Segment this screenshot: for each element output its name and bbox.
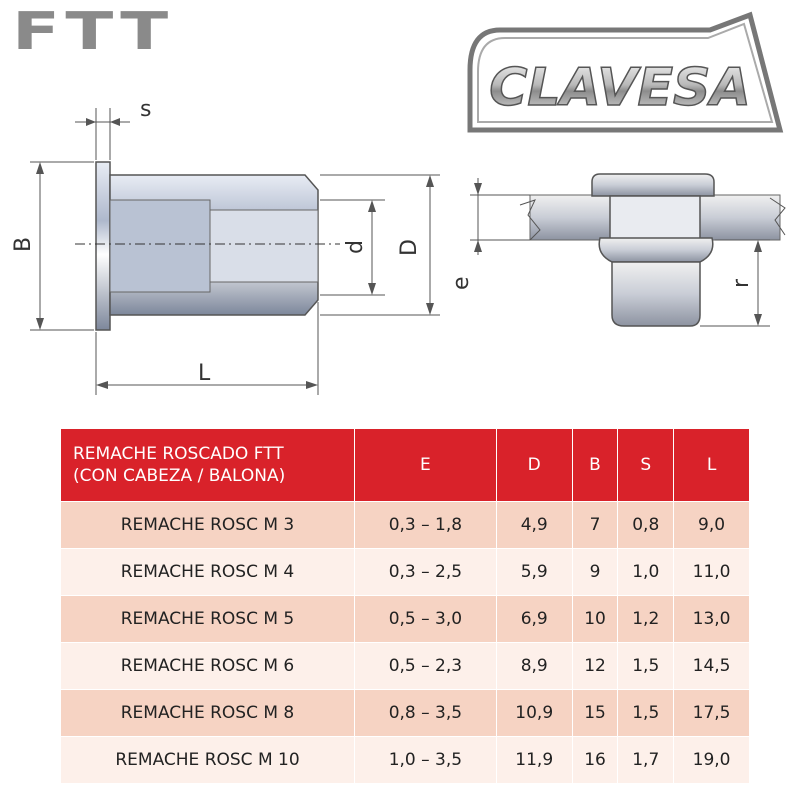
rivet-nut-installed: [449, 174, 785, 326]
row-B: 12: [572, 643, 618, 690]
row-name: REMACHE ROSC M 10: [61, 737, 355, 784]
row-E: 1,0 – 3,5: [355, 737, 497, 784]
row-S: 1,5: [618, 643, 674, 690]
row-E: 0,8 – 3,5: [355, 690, 497, 737]
row-E: 0,3 – 2,5: [355, 549, 497, 596]
label-d: d: [343, 240, 368, 254]
row-D: 11,9: [496, 737, 572, 784]
header-col-E: E: [355, 429, 497, 502]
table-row: [61, 502, 750, 549]
label-s: s: [140, 97, 152, 122]
header-product: [61, 429, 355, 502]
row-L: 14,5: [674, 643, 750, 690]
row-D: 4,9: [496, 502, 572, 549]
row-name: REMACHE ROSC M 8: [61, 690, 355, 737]
row-B: 16: [572, 737, 618, 784]
row-S: 0,8: [618, 502, 674, 549]
row-S: 1,5: [618, 690, 674, 737]
row-L: 13,0: [674, 596, 750, 643]
table-header-row: [61, 429, 750, 502]
row-E: 0,5 – 3,0: [355, 596, 497, 643]
row-name: REMACHE ROSC M 6: [61, 643, 355, 690]
table-row: [61, 643, 750, 690]
rivet-spec-table: [60, 428, 750, 784]
table-row: [61, 596, 750, 643]
rivet-nut-section: [11, 97, 440, 395]
label-D: D: [397, 239, 422, 256]
row-S: 1,2: [618, 596, 674, 643]
row-E: 0,3 – 1,8: [355, 502, 497, 549]
header-col-D: D: [496, 429, 572, 502]
rivet-nut-drawing: [0, 90, 800, 420]
header-col-B: B: [572, 429, 618, 502]
table-row: [61, 690, 750, 737]
label-L: L: [198, 361, 211, 386]
header-col-L: L: [674, 429, 750, 502]
row-D: 5,9: [496, 549, 572, 596]
row-name: REMACHE ROSC M 5: [61, 596, 355, 643]
row-L: 11,0: [674, 549, 750, 596]
row-D: 8,9: [496, 643, 572, 690]
row-B: 7: [572, 502, 618, 549]
row-D: 6,9: [496, 596, 572, 643]
row-D: 10,9: [496, 690, 572, 737]
row-S: 1,0: [618, 549, 674, 596]
brand-ftt: FTT: [12, 2, 174, 62]
header-col-S: S: [618, 429, 674, 502]
row-E: 0,5 – 2,3: [355, 643, 497, 690]
row-L: 9,0: [674, 502, 750, 549]
table-row: [61, 737, 750, 784]
label-B: B: [11, 236, 36, 252]
row-B: 9: [572, 549, 618, 596]
row-name: REMACHE ROSC M 4: [61, 549, 355, 596]
label-r: r: [729, 278, 754, 288]
table-row: [61, 549, 750, 596]
row-L: 19,0: [674, 737, 750, 784]
header-product-line1: REMACHE ROSCADO FTT: [73, 443, 284, 464]
label-e: e: [449, 276, 474, 290]
row-B: 10: [572, 596, 618, 643]
row-L: 17,5: [674, 690, 750, 737]
row-B: 15: [572, 690, 618, 737]
row-name: REMACHE ROSC M 3: [61, 502, 355, 549]
row-S: 1,7: [618, 737, 674, 784]
logo-wordmark: CLAVESA: [489, 58, 751, 118]
header-product-line2: (CON CABEZA / BALONA): [73, 466, 286, 486]
